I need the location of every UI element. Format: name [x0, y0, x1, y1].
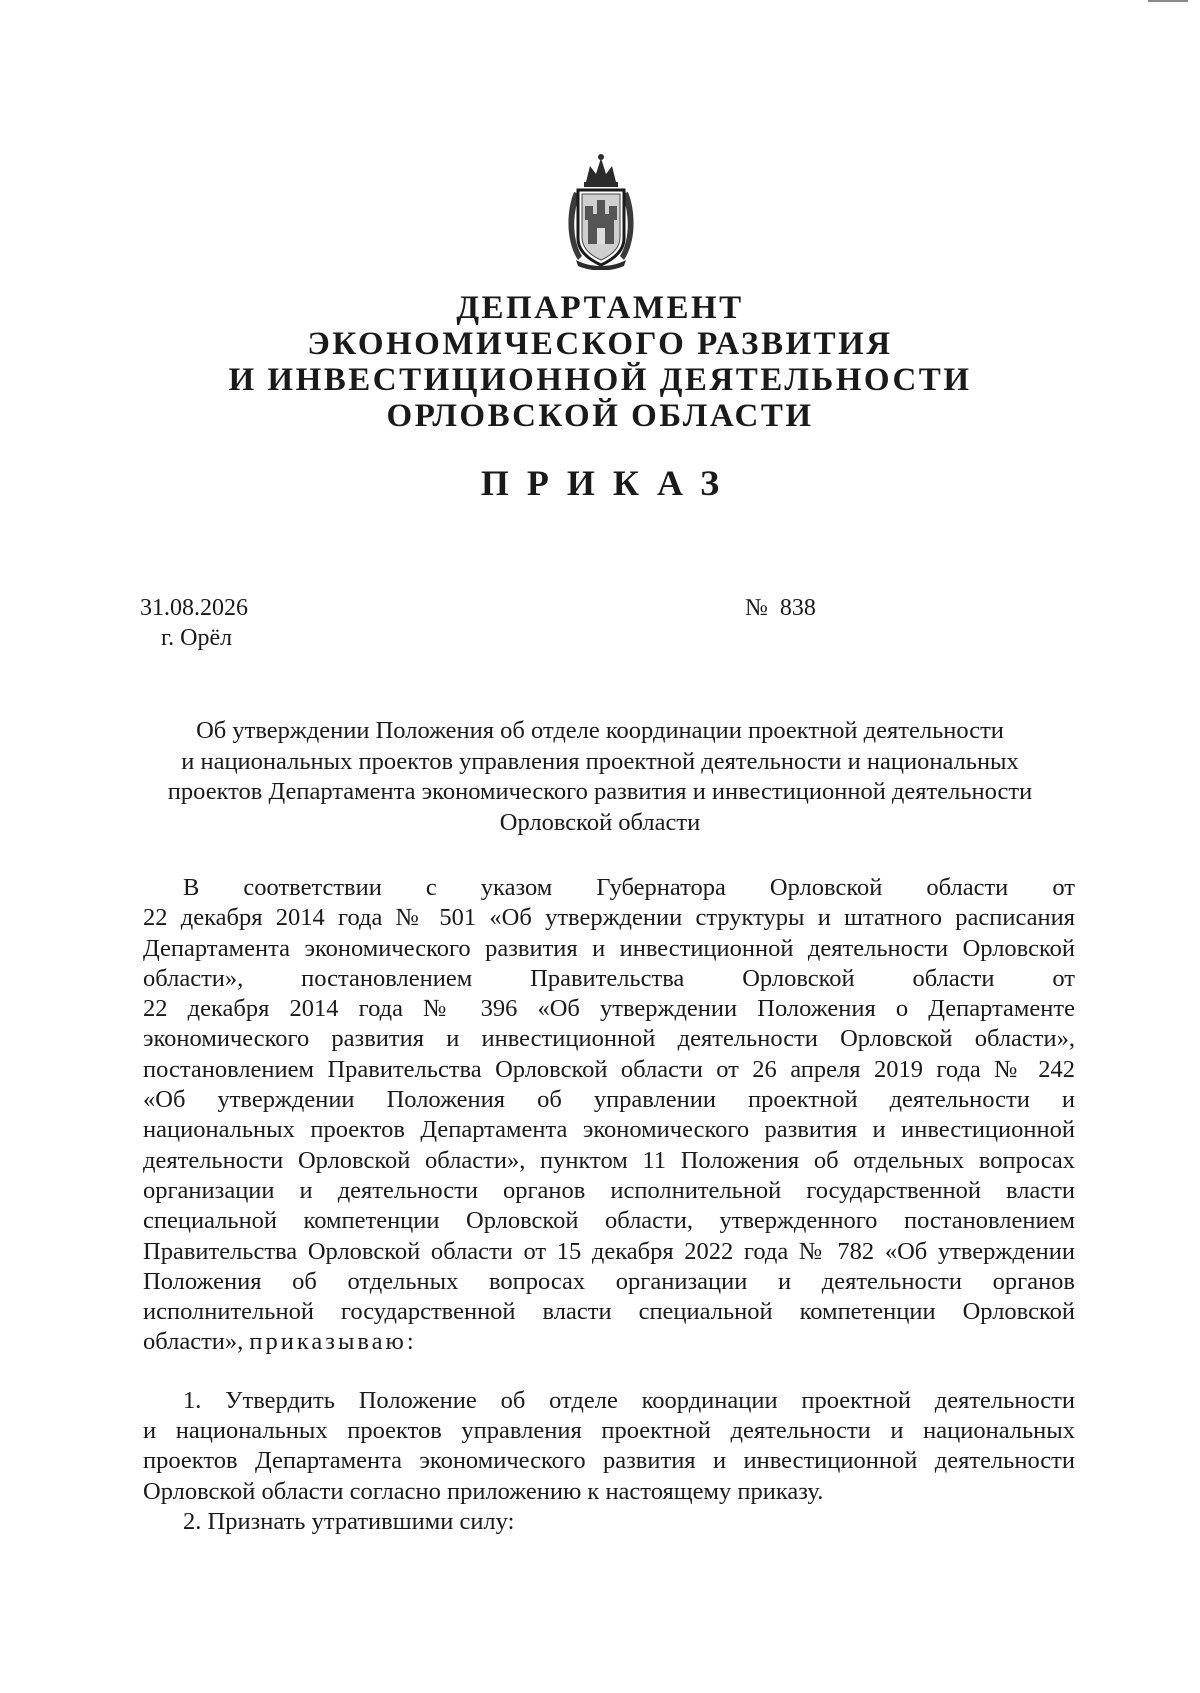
document-type-title: ПРИКАЗ [480, 463, 738, 503]
document-subject [120, 716, 1080, 838]
document-number: № 838 [745, 595, 816, 621]
preamble-line: 22 декабря 2014 года № 396 «Об утверждении Положения о Департаменте [143, 995, 1075, 1023]
preamble-line: деятельности Орловской области», пунктом 11 Положения об отдельных вопросах [143, 1146, 1075, 1174]
coat-of-arms-emblem [560, 152, 642, 270]
department-name-line: ДЕПАРТАМЕНТ [456, 290, 744, 326]
preamble-last-prefix: области», [143, 1328, 244, 1356]
subject-line: проектов Департамента экономического развития и инвестиционной деятельности [167, 778, 1033, 805]
department-name-line: ОРЛОВСКОЙ ОБЛАСТИ [386, 398, 814, 434]
preamble-line: В соответствии с указом Губернатора Орловской области от [183, 874, 1075, 901]
item2-line: 2. Признать утратившими силу: [183, 1507, 515, 1535]
subject-line: Об утверждении Положения об отделе координации проектной деятельности [196, 717, 1004, 744]
department-name [0, 290, 1200, 434]
preamble-line: организации и деятельности органов исполнительной государственной власти [143, 1176, 1075, 1204]
preamble-line: Департамента экономического развития и инвестиционной деятельности Орловской [143, 934, 1075, 962]
preamble-line: экономического развития и инвестиционной деятельности Орловской области», [143, 1025, 1075, 1053]
preamble-last-line [143, 1327, 1075, 1357]
item1-last-line: Орловской области согласно приложению к настоящему приказу. [143, 1477, 824, 1505]
item1-line: и национальных проектов управления проектной деятельности и национальных [143, 1417, 1075, 1445]
department-name-line: ЭКОНОМИЧЕСКОГО РАЗВИТИЯ [307, 326, 893, 362]
paragraph-gap [143, 1358, 1075, 1386]
document-date: 31.08.2026 [140, 595, 248, 621]
preamble-line: Положения об отдельных вопросах организации и деятельности органов [143, 1267, 1075, 1295]
preamble-line: специальной компетенции Орловской области, утвержденного постановлением [143, 1207, 1075, 1235]
document-city: г. Орёл [161, 625, 233, 651]
order-word: приказываю: [249, 1328, 417, 1356]
document-body [143, 873, 1075, 1537]
department-name-line: И ИНВЕСТИЦИОННОЙ ДЕЯТЕЛЬНОСТИ [228, 362, 972, 398]
preamble-line: области», постановлением Правительства Орловской области от [143, 964, 1075, 992]
subject-line: Орловской области [499, 808, 701, 836]
preamble-line: 22 декабря 2014 года № 501 «Об утверждении структуры и штатного расписания [143, 904, 1075, 932]
scan-corner-mark [1148, 0, 1188, 12]
preamble-line: постановлением Правительства Орловской области от 26 апреля 2019 года № 242 [143, 1055, 1075, 1083]
preamble-line: «Об утверждении Положения об управлении проектной деятельности и [143, 1086, 1075, 1114]
item1-line: 1. Утвердить Положение об отделе координации проектной деятельности [183, 1386, 1075, 1414]
preamble-line: Правительства Орловской области от 15 декабря 2022 года № 782 «Об утверждении [143, 1237, 1075, 1265]
item1-line: проектов Департамента экономического развития и инвестиционной деятельности [143, 1447, 1075, 1475]
preamble-line: национальных проектов Департамента экономического развития и инвестиционной [143, 1116, 1075, 1144]
subject-line: и национальных проектов управления проектной деятельности и национальных [181, 747, 1019, 775]
preamble-line: исполнительной государственной власти специальной компетенции Орловской [143, 1298, 1075, 1326]
